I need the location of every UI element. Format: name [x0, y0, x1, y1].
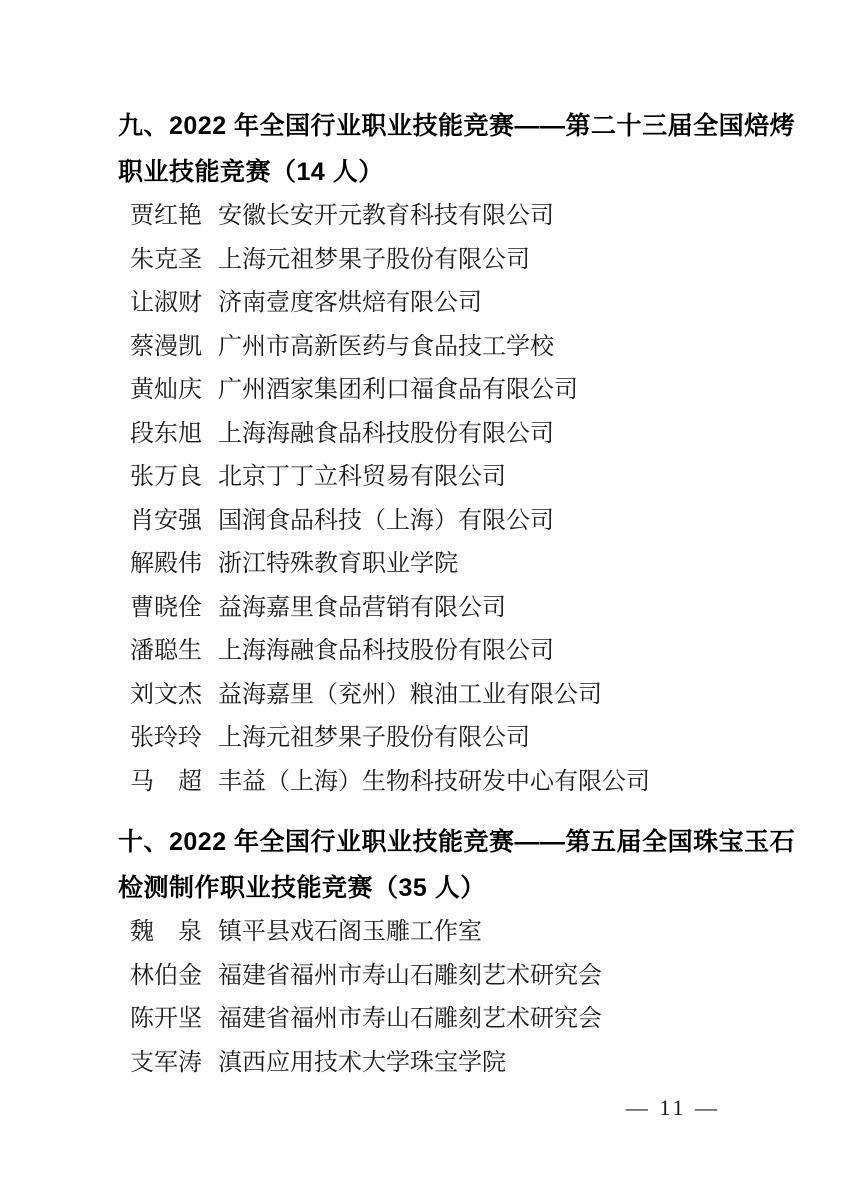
person-organization: 国润食品科技（上海）有限公司 — [218, 507, 554, 534]
person-name: 潘聪生 — [130, 638, 202, 664]
person-organization: 福建省福州市寿山石雕刻艺术研究会 — [218, 1006, 602, 1032]
person-name: 陈开坚 — [130, 1006, 202, 1032]
list-item — [130, 195, 738, 239]
person-organization: 上海元祖梦果子股份有限公司 — [218, 725, 530, 751]
list-item — [130, 282, 738, 326]
list-item — [130, 717, 738, 761]
person-name: 刘文杰 — [130, 681, 202, 708]
person-name: 蔡漫凯 — [130, 333, 202, 360]
list-item — [130, 1042, 738, 1086]
person-organization: 广州酒家集团利口福食品有限公司 — [218, 377, 578, 403]
list-item — [130, 369, 738, 413]
page-number: — 11 — — [625, 1095, 720, 1120]
winners-list — [118, 195, 738, 804]
list-item — [130, 761, 738, 805]
list-item — [130, 587, 738, 631]
person-name: 让淑财 — [130, 290, 202, 316]
list-item — [130, 955, 738, 999]
list-item — [130, 911, 738, 955]
person-name: 支军涛 — [130, 1049, 202, 1076]
person-organization: 北京丁丁立科贸易有限公司 — [218, 464, 506, 490]
person-organization: 济南壹度客烘焙有限公司 — [218, 290, 482, 316]
person-organization: 浙江特殊教育职业学院 — [218, 551, 458, 577]
list-item — [130, 998, 738, 1042]
list-item — [130, 500, 738, 544]
section-jewelry-competition — [118, 819, 796, 1085]
person-name: 朱克圣 — [130, 246, 202, 273]
person-organization: 上海元祖梦果子股份有限公司 — [218, 246, 530, 273]
list-item — [130, 543, 738, 587]
person-name: 贾红艳 — [130, 203, 202, 229]
person-name: 肖安强 — [130, 507, 202, 534]
list-item — [130, 326, 738, 370]
person-organization: 益海嘉里食品营销有限公司 — [218, 594, 506, 621]
section-heading-line: 检测制作职业技能竞赛（35 人） — [118, 874, 486, 902]
person-organization: 广州市高新医药与食品技工学校 — [218, 333, 554, 360]
person-organization: 丰益（上海）生物科技研发中心有限公司 — [218, 768, 650, 795]
person-name: 林伯金 — [130, 962, 202, 989]
list-item — [130, 630, 738, 674]
person-name: 魏 泉 — [130, 919, 202, 945]
section-heading — [118, 103, 796, 195]
person-organization: 福建省福州市寿山石雕刻艺术研究会 — [218, 962, 602, 989]
section-heading-line: 十、2022 年全国行业职业技能竞赛——第五届全国珠宝玉石 — [118, 828, 796, 856]
person-name: 段东旭 — [130, 420, 202, 447]
person-name: 曹晓佺 — [130, 594, 202, 621]
section-heading-line: 职业技能竞赛（14 人） — [118, 158, 384, 186]
person-organization: 镇平县戏石阁玉雕工作室 — [218, 919, 482, 945]
section-baking-competition — [118, 103, 796, 804]
person-organization: 安徽长安开元教育科技有限公司 — [218, 203, 554, 229]
list-item — [130, 239, 738, 283]
person-name: 张万良 — [130, 464, 202, 490]
list-item — [130, 413, 738, 457]
list-item — [130, 456, 738, 500]
person-organization: 上海海融食品科技股份有限公司 — [218, 638, 554, 664]
person-organization: 上海海融食品科技股份有限公司 — [218, 420, 554, 447]
winners-list — [118, 911, 738, 1085]
person-name: 马 超 — [130, 768, 202, 795]
list-item — [130, 674, 738, 718]
section-heading — [118, 819, 796, 911]
person-name: 黄灿庆 — [130, 377, 202, 403]
person-organization: 滇西应用技术大学珠宝学院 — [218, 1049, 506, 1076]
page-content — [118, 103, 796, 1085]
section-heading-line: 九、2022 年全国行业职业技能竞赛——第二十三届全国焙烤 — [118, 112, 796, 140]
person-name: 张玲玲 — [130, 725, 202, 751]
person-organization: 益海嘉里（兖州）粮油工业有限公司 — [218, 681, 602, 708]
person-name: 解殿伟 — [130, 551, 202, 577]
